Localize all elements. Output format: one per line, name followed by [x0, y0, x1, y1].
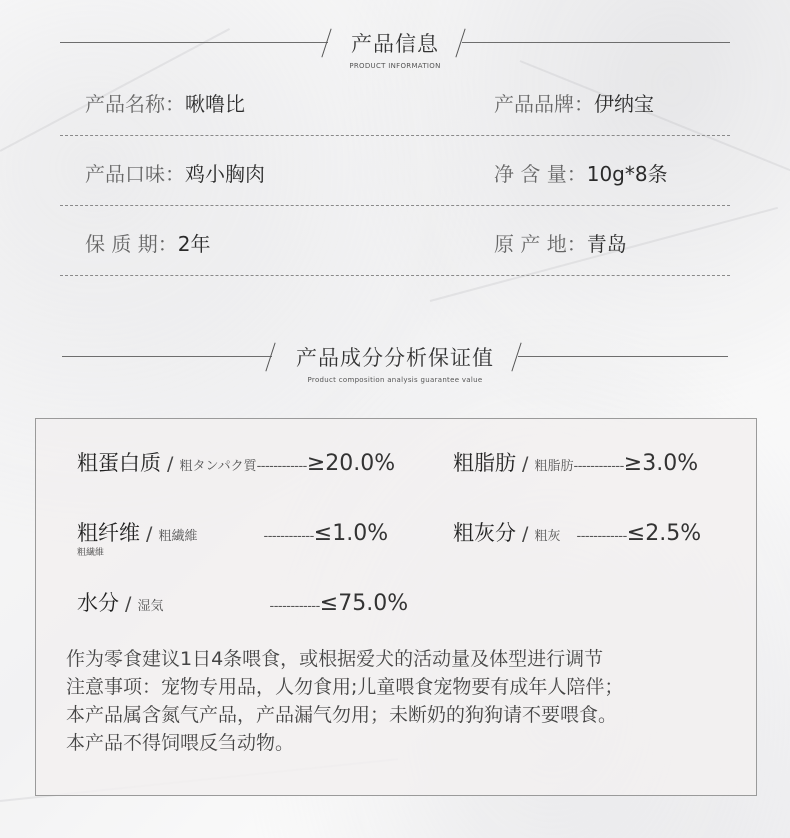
- leader-dashes: ------------: [256, 459, 307, 474]
- info-cell-brand: [494, 88, 654, 117]
- info-label: 保 质 期：: [85, 232, 178, 256]
- nutrient-name: 粗纤维: [77, 521, 140, 545]
- section-subtitle: Product composition analysis guarantee value: [307, 376, 483, 384]
- note-line: 本产品属含氮气产品，产品漏气勿用；未断奶的狗狗请不要喂食。: [66, 704, 618, 726]
- info-value: 伊纳宝: [594, 92, 654, 116]
- leader-dashes: ------------: [269, 599, 320, 614]
- analysis-item-crude-ash: [453, 517, 701, 547]
- feeding-notes: [66, 645, 746, 757]
- slash-separator: /: [516, 453, 535, 475]
- info-cell-shelf-life: [85, 228, 210, 257]
- slash-separator: /: [161, 453, 180, 475]
- info-row: [60, 66, 730, 136]
- nutrient-name: 粗蛋白质: [77, 451, 161, 475]
- info-row: [60, 136, 730, 206]
- nutrient-value: ≤75.0%: [319, 591, 409, 616]
- section-title: 产品成分分析保证值: [296, 346, 494, 370]
- slash-separator: /: [516, 523, 535, 545]
- heading-rule-right: [462, 42, 730, 43]
- section-subtitle: PRODUCT INFORMATION: [349, 62, 441, 70]
- info-label: 产品品牌：: [494, 92, 594, 116]
- nutrient-jp-name: 粗灰: [534, 529, 561, 544]
- analysis-item-moisture: [77, 587, 408, 617]
- info-label: 产品名称：: [85, 92, 185, 116]
- section-title: 产品信息: [351, 32, 439, 56]
- analysis-item-crude-fat: [453, 447, 698, 477]
- info-value: 青岛: [586, 232, 627, 256]
- info-row: [60, 206, 730, 276]
- note-line: 作为零食建议1日4条喂食，或根据爱犬的活动量及体型进行调节: [66, 648, 604, 670]
- info-cell-net-weight: [494, 158, 668, 187]
- analysis-item-crude-protein: [77, 447, 395, 477]
- info-label: 净 含 量：: [494, 162, 587, 186]
- info-label: 原 产 地：: [494, 232, 587, 256]
- fiber-small-note: 粗繊維: [77, 548, 105, 558]
- leader-dashes: ------------: [263, 529, 314, 544]
- info-value: 10g*8条: [586, 162, 668, 186]
- nutrient-jp-name: 粗繊維: [158, 529, 198, 544]
- nutrient-value: ≥3.0%: [623, 451, 699, 476]
- info-value: 2年: [177, 232, 211, 256]
- note-line: 本产品不得饲喂反刍动物。: [66, 732, 295, 754]
- dashed-divider: [60, 275, 730, 276]
- nutrient-value: ≤1.0%: [313, 521, 389, 546]
- info-cell-flavor: [85, 158, 265, 187]
- composition-heading: [0, 336, 790, 396]
- analysis-box: [35, 418, 757, 796]
- info-value: 啾噜比: [185, 92, 245, 116]
- nutrient-jp-name: 湿気: [137, 599, 164, 614]
- nutrient-name: 水分: [77, 591, 119, 615]
- info-value: 鸡小胸肉: [185, 162, 265, 186]
- slash-separator: /: [119, 593, 138, 615]
- nutrient-value: ≥20.0%: [306, 451, 396, 476]
- heading-rule-right: [518, 356, 728, 357]
- slash-separator: /: [140, 523, 159, 545]
- note-line: 注意事项：宠物专用品，人勿食用;儿童喂食宠物要有成年人陪伴；: [66, 676, 624, 698]
- info-label: 产品口味：: [85, 162, 185, 186]
- analysis-item-crude-fiber: [77, 517, 388, 547]
- nutrient-name: 粗脂肪: [453, 451, 516, 475]
- leader-dashes: ------------: [573, 459, 624, 474]
- nutrient-jp-name: 粗タンパク質: [179, 459, 257, 474]
- nutrient-jp-name: 粗脂肪: [534, 459, 574, 474]
- info-cell-brand-name: [85, 88, 245, 117]
- info-cell-origin: [494, 228, 627, 257]
- leader-dashes: ------------: [576, 529, 627, 544]
- nutrient-value: ≤2.5%: [626, 521, 702, 546]
- nutrient-name: 粗灰分: [453, 521, 516, 545]
